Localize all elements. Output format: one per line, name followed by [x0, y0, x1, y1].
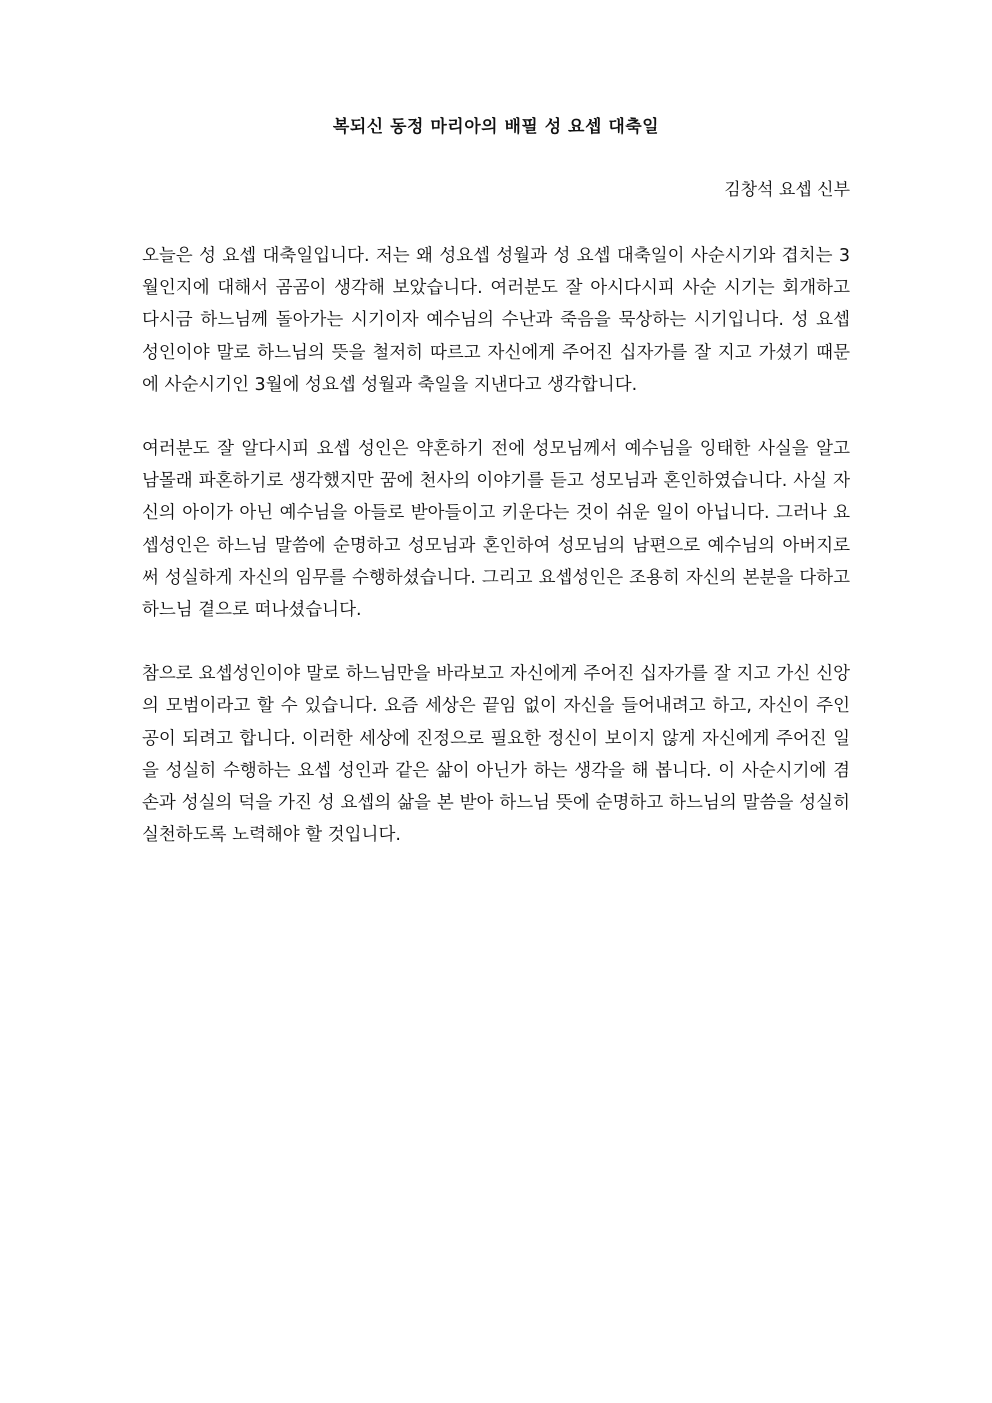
paragraph-2: 여러분도 잘 알다시피 요셉 성인은 약혼하기 전에 성모님께서 예수님을 잉태한 사실을 알고 남몰래 파혼하기로 생각했지만 꿈에 천사의 이야기를 듣고 성모님과 혼인하였습니다. 사실 자신의 아이가 아닌 예수님을 아들로 받아들이고 키운다는 것이 쉬운 일이 아닙니다. 그러나 요셉성인은 하느님 말씀에 순명하고 성모님과 혼인하여 성모님의 남편으로 예수님의 아버지로써 성실하게 자신의 임무를 수행하셨습니다. 그리고 요셉성인은 조용히 자신의 본분을 다하고 하느님 곁으로 떠나셨습니다.	[142, 439, 850, 621]
document-body	[142, 240, 850, 883]
paragraph-1: 오늘은 성 요셉 대축일입니다. 저는 왜 성요셉 성월과 성 요셉 대축일이 사순시기와 겹치는 3월인지에 대해서 곰곰이 생각해 보았습니다. 여러분도 잘 아시다시피 사순 시기는 회개하고 다시금 하느님께 돌아가는 시기이자 예수님의 수난과 죽음을 묵상하는 시기입니다. 성 요셉 성인이야 말로 하느님의 뜻을 철저히 따르고 자신에게 주어진 십자가를 잘 지고 가셨기 때문에 사순시기인 3월에 성요셉 성월과 축일을 지낸다고 생각합니다.	[142, 246, 850, 395]
paragraph-3: 참으로 요셉성인이야 말로 하느님만을 바라보고 자신에게 주어진 십자가를 잘 지고 가신 신앙의 모범이라고 할 수 있습니다. 요즘 세상은 끝임 없이 자신을 들어내려고 하고, 자신이 주인공이 되려고 합니다. 이러한 세상에 진정으로 필요한 정신이 보이지 않게 자신에게 주어진 일을 성실히 수행하는 요셉 성인과 같은 삶이 아닌가 하는 생각을 해 봅니다. 이 사순시기에 겸손과 성실의 덕을 가진 성 요셉의 삶을 본 받아 하느님 뜻에 순명하고 하느님의 말씀을 성실히 실천하도록 노력해야 할 것입니다.	[142, 664, 850, 846]
author-name: 김창석 요셉 신부	[724, 180, 850, 200]
document-title: 복되신 동정 마리아의 배필 성 요셉 대축일	[332, 117, 660, 137]
